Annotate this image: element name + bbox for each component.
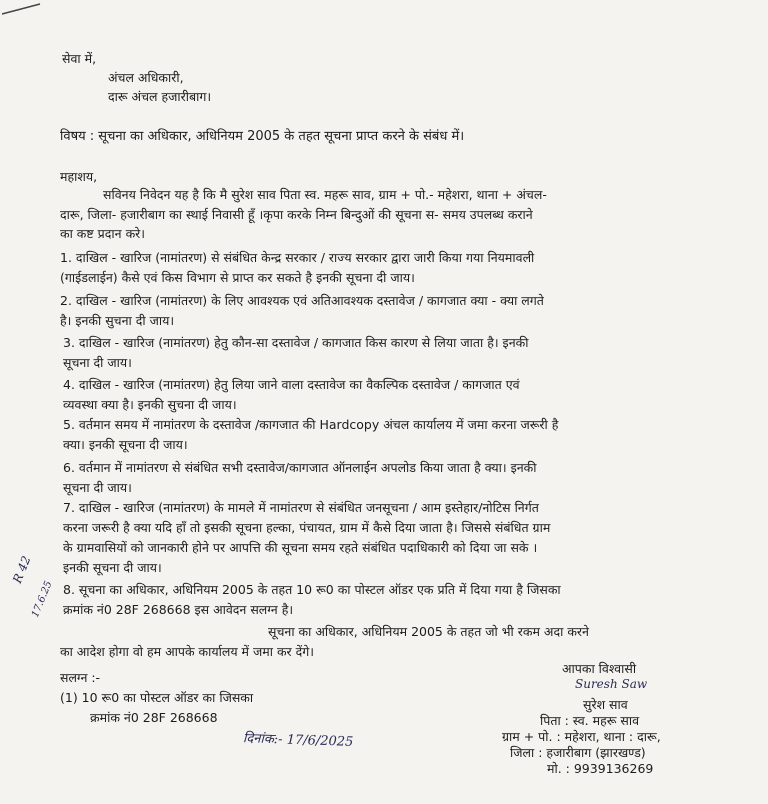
point-7-line: इनकी सूचना दी जाय। [63, 560, 162, 575]
closing-line: का आदेश होगा वो हम आपके कार्यालय में जमा कर देंगे। [60, 644, 315, 659]
point-6-line: सूचना दी जाय। [63, 480, 132, 495]
sender-village: ग्राम + पो. : महेशरा, थाना : दारू, [502, 729, 661, 744]
recipient-line-2: दारू अंचल हजारीबाग। [108, 89, 212, 104]
margin-date: 17.6.25 [30, 579, 55, 620]
intro-line: दारू, जिला- हजारीबाग का स्थाई निवासी हूँ ।कृपा करके निम्न बिन्दुओं की सूचना स- समय उपलब्ध कराने [60, 207, 533, 222]
point-6-line: 6. वर्तमान में नामांतरण से संबंधित सभी दस्तावेज/कागजात ऑनलाईन अपलोड किया जाता है क्या। इनकी [63, 460, 537, 475]
enclosure-item: (1) 10 रू0 का पोस्टल ऑडर का जिसका [60, 690, 254, 705]
point-7-line: करना जरूरी है क्या यदि हाँ तो इसकी सूचना हल्का, पंचायत, ग्राम में कैसे दिया जाता है। जिससे संबंधित ग्राम [63, 520, 551, 535]
sender-district: जिला : हजारीबाग (झारखण्ड) [510, 745, 646, 760]
point-4-line: व्यवस्था क्या है। इनकी सुचना दी जाय। [63, 397, 237, 412]
sender-signature: Suresh Saw [575, 677, 648, 691]
subject-line: विषय : सूचना का अधिकार, अधिनियम 2005 के तहत सूचना प्राप्त करने के संबंध में। [60, 129, 465, 144]
margin-note: R 42 [10, 553, 34, 586]
point-2-line: 2. दाखिल - खारिज (नामांतरण) के लिए आवश्यक एवं अतिआवश्यक दस्तावेज / कागजात क्या - क्या लगते [60, 293, 544, 308]
sender-yours: आपका विश्वासी [562, 661, 637, 676]
point-7-line: 7. दाखिल - खारिज (नामांतरण) के मामले में नामांतरण से संबंधित जनसूचना / आम इस्तेहार/नोटिस निर्गत [63, 500, 539, 515]
point-5-line: क्या। इनकी सूचना दी जाय। [63, 437, 188, 452]
point-8-line: 8. सूचना का अधिकार, अधिनियम 2005 के तहत 10 रू0 का पोस्टल ऑडर एक प्रति में दिया गया है जिसका [63, 582, 561, 597]
sender-mobile: मो. : 9939136269 [547, 761, 654, 776]
handwritten-date: दिनांक:- 17/6/2025 [242, 731, 354, 750]
greeting: महाशय, [60, 169, 98, 184]
enclosure-label: सलग्न :- [60, 670, 101, 685]
point-1-line: 1. दाखिल - खारिज (नामांतरण) से संबंधित केन्द्र सरकार / राज्य सरकार द्वारा जारी किया गया नियमावली [60, 250, 535, 265]
intro-line: सविनय निवेदन यह है कि मै सुरेश साव पिता स्व. महरू साव, ग्राम + पो.- महेशरा, थाना + अंचल- [103, 187, 547, 202]
sender-name: सुरेश साव [583, 697, 628, 712]
corner-pen-mark [0, 0, 60, 20]
point-3-line: 3. दाखिल - खारिज (नामांतरण) हेतु कौन-सा दस्तावेज / कागजात किस कारण से लिया जाता है। इनकी [63, 335, 529, 350]
enclosure-item: क्रमांक नं0 28F 268668 [90, 710, 218, 725]
point-2-line: है। इनकी सुचना दी जाय। [60, 313, 175, 328]
point-1-line: (गाईडलाईन) कैसे एवं किस विभाग से प्राप्त कर सकते है इनकी सूचना दी जाय। [60, 270, 415, 285]
point-7-line: के ग्रामवासियों को जानकारी होने पर आपत्ति की सूचना समय रहते संबंधित पदाधिकारी को दिया जा सके । [63, 540, 538, 555]
point-8-line: क्रमांक नं0 28F 268668 इस आवेदन सलग्न है। [63, 602, 294, 617]
closing-line: सूचना का अधिकार, अधिनियम 2005 के तहत जो भी रकम अदा करने [268, 624, 589, 639]
salutation-to: सेवा में, [62, 51, 97, 66]
sender-father: पिता : स्व. महरू साव [540, 713, 640, 728]
intro-line: का कष्ट प्रदान करे। [60, 226, 146, 241]
point-5-line: 5. वर्तमान समय में नामांतरण के दस्तावेज /कागजात की Hardcopy अंचल कार्यालय में जमा करना जरूरी है [63, 417, 559, 432]
point-4-line: 4. दाखिल - खारिज (नामांतरण) हेतु लिया जाने वाला दस्तावेज का वैकल्पिक दस्तावेज / कागजात एवं [63, 377, 520, 392]
recipient-line-1: अंचल अधिकारी, [108, 70, 184, 85]
point-3-line: सूचना दी जाय। [63, 355, 132, 370]
